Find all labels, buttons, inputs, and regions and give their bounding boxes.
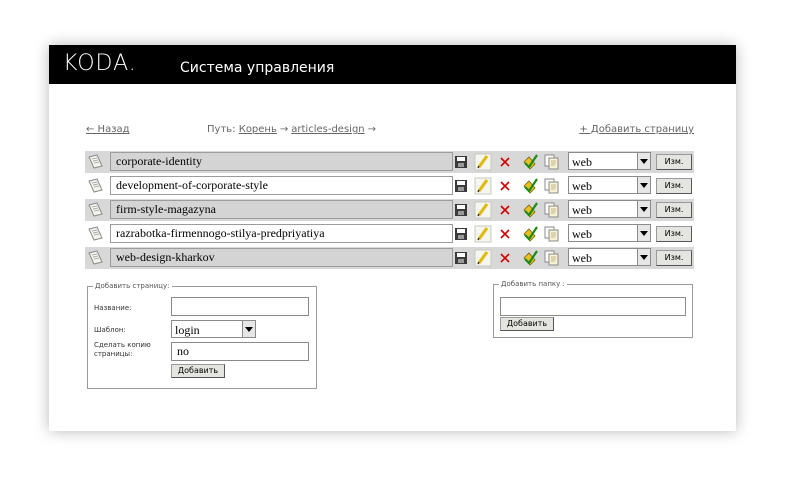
template-select-value: web (572, 227, 592, 241)
publish-icon[interactable] (521, 201, 539, 219)
template-select[interactable] (171, 320, 256, 338)
delete-icon[interactable] (496, 153, 514, 171)
template-label: Шаблон: (94, 326, 126, 334)
page-name-input[interactable] (171, 297, 309, 316)
app-title: Система управления (180, 60, 335, 76)
add-folder-legend: Добавить папку : (501, 280, 565, 288)
copy-icon[interactable] (543, 177, 561, 195)
page-icon (87, 250, 105, 266)
breadcrumb-item-articles-design[interactable]: articles-design (291, 124, 365, 135)
save-icon[interactable] (452, 153, 470, 171)
save-icon[interactable] (452, 201, 470, 219)
add-page-legend: Добавить страницу: (95, 282, 170, 290)
copy-icon[interactable] (543, 249, 561, 267)
edit-button[interactable]: Изм. (656, 202, 692, 218)
edit-button[interactable]: Изм. (656, 226, 692, 242)
chevron-down-icon[interactable] (637, 249, 650, 265)
publish-icon[interactable] (521, 153, 539, 171)
edit-icon[interactable] (474, 249, 492, 267)
copy-icon[interactable] (543, 225, 561, 243)
template-select-value: web (572, 179, 592, 193)
template-select[interactable] (568, 224, 651, 242)
app-window (49, 45, 736, 431)
page-name-field[interactable]: development-of-corporate-style (110, 176, 453, 195)
page-name-field[interactable]: razrabotka-firmennogo-stilya-predpriyatiya (110, 224, 453, 243)
name-label: Название: (94, 304, 132, 312)
add-folder-form (493, 280, 693, 338)
add-page-form (87, 282, 317, 389)
header-bar (49, 45, 736, 84)
copy-icon[interactable] (543, 153, 561, 171)
folder-name-input[interactable] (500, 297, 686, 316)
template-select[interactable] (568, 152, 651, 170)
template-select[interactable] (568, 200, 651, 218)
page-icon (87, 154, 105, 170)
breadcrumb-separator: → (279, 124, 289, 135)
back-link[interactable]: ← Назад (86, 124, 130, 135)
template-select-value: web (572, 251, 592, 265)
page-row (85, 151, 694, 173)
page-row (85, 175, 694, 197)
template-select-value: login (175, 323, 200, 337)
save-icon[interactable] (452, 249, 470, 267)
publish-icon[interactable] (521, 249, 539, 267)
template-select-value: web (572, 155, 592, 169)
page-icon (87, 178, 105, 194)
edit-icon[interactable] (474, 201, 492, 219)
publish-icon[interactable] (521, 225, 539, 243)
breadcrumb-separator: → (367, 124, 377, 135)
chevron-down-icon[interactable] (637, 201, 650, 217)
page-row (85, 247, 694, 269)
template-select-value: web (572, 203, 592, 217)
copy-label-line-2: страницы: (94, 350, 133, 358)
edit-button[interactable]: Изм. (656, 178, 692, 194)
chevron-down-icon[interactable] (637, 177, 650, 193)
breadcrumb-label: Путь: (207, 124, 236, 135)
page-name-field[interactable]: web-design-kharkov (110, 248, 453, 267)
template-select[interactable] (568, 248, 651, 266)
breadcrumb-item-root[interactable]: Корень (238, 124, 277, 135)
page-name-field[interactable]: firm-style-magazyna (110, 200, 453, 219)
publish-icon[interactable] (521, 177, 539, 195)
koda-logo[interactable]: KODA. (63, 51, 137, 76)
save-icon[interactable] (452, 177, 470, 195)
edit-icon[interactable] (474, 177, 492, 195)
copy-page-input[interactable]: no (171, 342, 309, 361)
copy-icon[interactable] (543, 201, 561, 219)
copy-label-line-1: Сделать копию (94, 341, 151, 349)
page-name-field[interactable]: corporate-identity (110, 152, 453, 171)
delete-icon[interactable] (496, 201, 514, 219)
add-page-link[interactable]: + Добавить страницу (579, 124, 694, 135)
page-icon (87, 202, 105, 218)
delete-icon[interactable] (496, 177, 514, 195)
add-page-submit-button[interactable]: Добавить (171, 364, 225, 378)
edit-icon[interactable] (474, 225, 492, 243)
edit-icon[interactable] (474, 153, 492, 171)
page-icon (87, 226, 105, 242)
copy-label (94, 341, 151, 359)
edit-button[interactable]: Изм. (656, 154, 692, 170)
chevron-down-icon[interactable] (637, 153, 650, 169)
chevron-down-icon[interactable] (242, 321, 255, 337)
breadcrumb (207, 124, 379, 135)
delete-icon[interactable] (496, 225, 514, 243)
template-select[interactable] (568, 176, 651, 194)
chevron-down-icon[interactable] (637, 225, 650, 241)
save-icon[interactable] (452, 225, 470, 243)
add-folder-submit-button[interactable]: Добавить (500, 317, 554, 331)
page-row (85, 223, 694, 245)
delete-icon[interactable] (496, 249, 514, 267)
page-row (85, 199, 694, 221)
edit-button[interactable]: Изм. (656, 250, 692, 266)
